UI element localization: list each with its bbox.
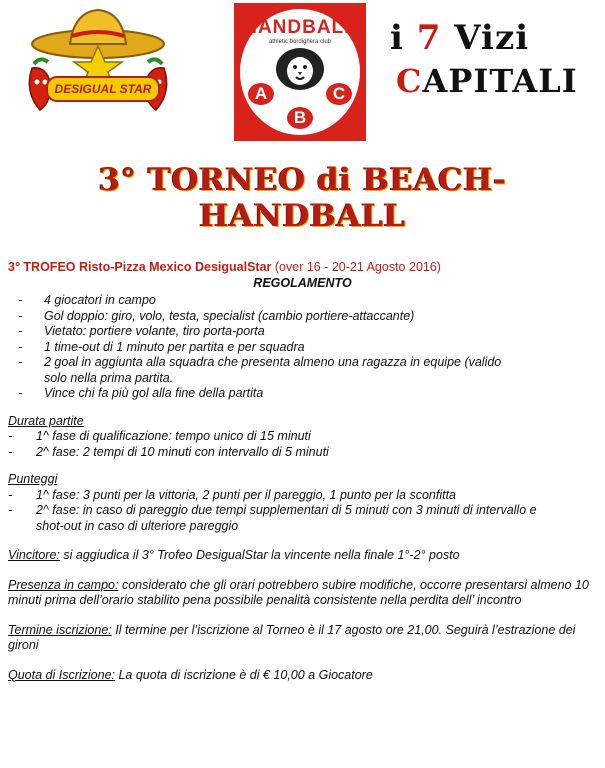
list-item: - Vietato: portiere volante, tiro porta-porta [18,324,265,338]
sombrero-chili-icon [18,6,178,124]
regulations-body [0,260,605,683]
trofeo-header: 3° TROFEO Risto-Pizza Mexico DesigualStar (over 16 - 20-21 Agosto 2016) [8,260,441,274]
vincitore-paragraph: Vincitore: si aggiudica il 3° Trofeo DesigualStar la vincente nella finale 1°-2° posto [8,548,460,562]
punteggi-title: Punteggi [8,472,58,486]
list-item: - Gol doppio: giro, volo, testa, specialist (cambio portiere-attaccante) [18,308,415,323]
rules-list [0,293,605,402]
durata-title: Durata partite [8,413,84,428]
list-item: - Vince chi fa più gol alla fine della partita [18,386,264,400]
letter-b: B [287,107,313,129]
list-item: - 2 goal in aggiunta alla squadra che presenta almeno una ragazza in equipe (valido solo nella prima partita. [18,355,502,385]
list-item: - 4 giocatori in campo [18,293,156,307]
letter-c: C [326,83,352,105]
desigual-star-logo [18,6,178,124]
durata-list [0,429,605,460]
list-item: - 1 time-out di 1 minuto per partita e per squadra [18,339,305,354]
list-item: - 1^ fase: 3 punti per la vittoria, 2 punti per il pareggio, 1 punto per la sconfitta [8,487,457,502]
lion-icon [274,45,326,91]
termine-paragraph: Termine iscrizione: Il termine per l’iscrizione al Torneo è il 17 agosto ore 21,00. Seguirà l’estrazione dei gironi [8,622,576,652]
i-7-vizi-capitali-logo [390,18,600,108]
presenza-paragraph: Presenza in campo: considerato che gli orari potrebbero subire modifiche, occorre presentarsi almeno 10 minuti prima dell’orario stabilito pena possibile penalità consistente nella perdita dell’ incontro [8,577,589,607]
letter-a: A [248,83,274,105]
punteggi-list [0,488,605,535]
vizi-line-1: i 7 Vizi [390,18,530,58]
desigual-star-label: DESIGUAL STAR [46,76,160,102]
quota-paragraph: Quota di Iscrizione: La quota di iscrizione è di € 10,00 a Giocatore [8,667,373,682]
regolamento-heading: REGOLAMENTO [253,275,352,290]
vizi-line-2: CAPITALI [396,62,578,100]
list-item: - 2^ fase: in caso di pareggio due tempi supplementari di 5 minuti con 3 minuti di intervallo e shot-out in caso di ulteriore pareggio [8,503,537,533]
list-item: - 1^ fase di qualificazione: tempo unico di 15 minuti [8,429,311,443]
club-subtitle: athletic bordighera club [268,39,332,45]
logo-strip [0,0,605,150]
durata-section [0,414,605,461]
handball-word: HANDBALL [243,17,357,38]
punteggi-section [0,472,605,534]
handball-abc-logo [234,3,366,141]
page-title: 3° TORNEO di BEACH-HANDBALL [98,162,507,234]
list-item: - 2^ fase: 2 tempi di 10 minuti con intervallo di 5 minuti [8,444,329,459]
